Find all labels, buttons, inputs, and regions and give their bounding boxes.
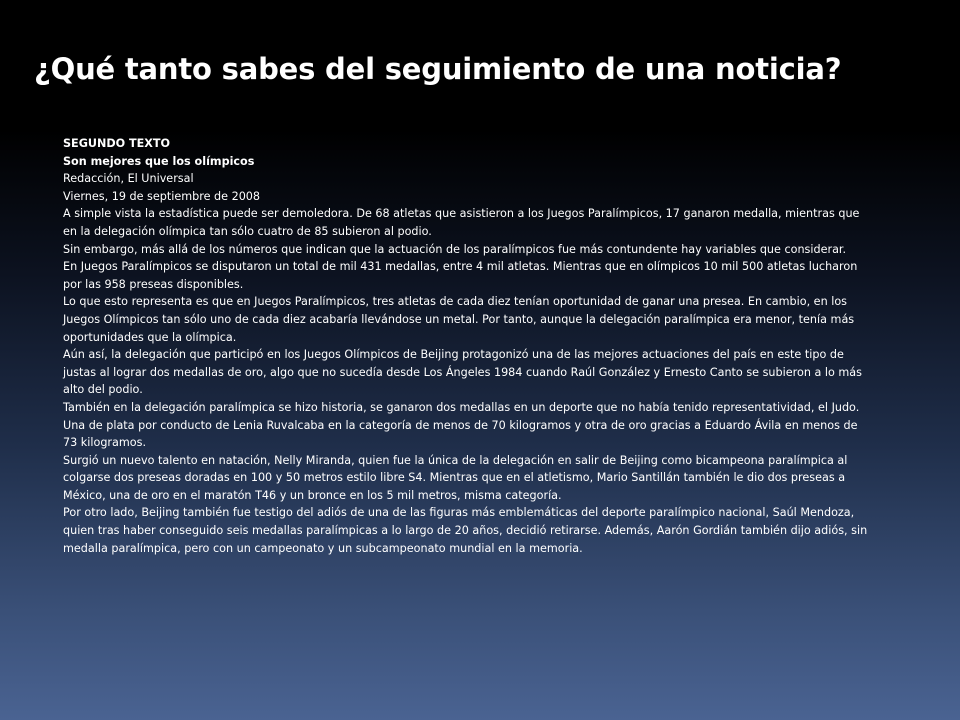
article-paragraph: Lo que esto representa es que en Juegos Paralímpicos, tres atletas de cada diez tenían oportunidad de ganar una presea. En cambio, en los Juegos Olímpicos tan sólo uno de cada diez acabaría llevándose un metal. Por tanto, aunque la delegación paralímpica era menor, tenía más oportunidades que la olímpica. <box>63 295 855 344</box>
article-paragraph: Sin embargo, más allá de los números que indican que la actuación de los paralímpicos fue más contundente hay variables que considerar. <box>63 242 847 256</box>
article-paragraph: A simple vista la estadística puede ser demoledora. De 68 atletas que asistieron a los Juegos Paralímpicos, 17 ganaron medalla, mientras que en la delegación olímpica tan sólo cuatro de 85 subieron al podio. <box>63 207 860 238</box>
slide-title: ¿Qué tanto sabes del seguimiento de una noticia? <box>34 52 842 86</box>
article-paragraph: Aún así, la delegación que participó en los Juegos Olímpicos de Beijing protagonizó una de las mejores actuaciones del país en este tipo de justas al lograr dos medallas de oro, algo que no sucedía desde Los Ángeles 1984 cuando Raúl González y Ernesto Canto se subieron a lo más alto del podio. <box>63 348 862 397</box>
article-paragraph: Surgió un nuevo talento en natación, Nelly Miranda, quien fue la única de la delegación en salir de Beijing como bicampeona paralímpica al colgarse dos preseas doradas en 100 y 50 metros estilo libre S4. Mientras que en el atletismo, Mario Santillán también le dio dos preseas a México, una de oro en el maratón T46 y un bronce en los 5 mil metros, misma categoría. <box>63 453 848 502</box>
article-headline: Son mejores que los olímpicos <box>63 154 255 168</box>
article-byline: Redacción, El Universal <box>63 172 194 186</box>
article-body <box>63 135 875 557</box>
section-label: SEGUNDO TEXTO <box>63 137 171 150</box>
article-paragraph: En Juegos Paralímpicos se disputaron un total de mil 431 medallas, entre 4 mil atletas. Mientras que en olímpicos 10 mil 500 atletas lucharon por las 958 preseas disponibles. <box>63 260 858 291</box>
article-date: Viernes, 19 de septiembre de 2008 <box>63 189 261 203</box>
article-paragraph: Por otro lado, Beijing también fue testigo del adiós de una de las figuras más emblemáticas del deporte paralímpico nacional, Saúl Mendoza, quien tras haber conseguido seis medallas paralímpicas a lo largo de 20 años, decidió retirarse. Además, Aarón Gordián también dijo adiós, sin medalla paralímpica, pero con un campeonato y un subcampeonato mundial en la memoria. <box>63 506 868 555</box>
article-paragraph: También en la delegación paralímpica se hizo historia, se ganaron dos medallas en un deporte que no había tenido representatividad, el Judo. Una de plata por conducto de Lenia Ruvalcaba en la categoría de menos de 70 kilogramos y otra de oro gracias a Eduardo Ávila en menos de 73 kilogramos. <box>63 400 860 450</box>
